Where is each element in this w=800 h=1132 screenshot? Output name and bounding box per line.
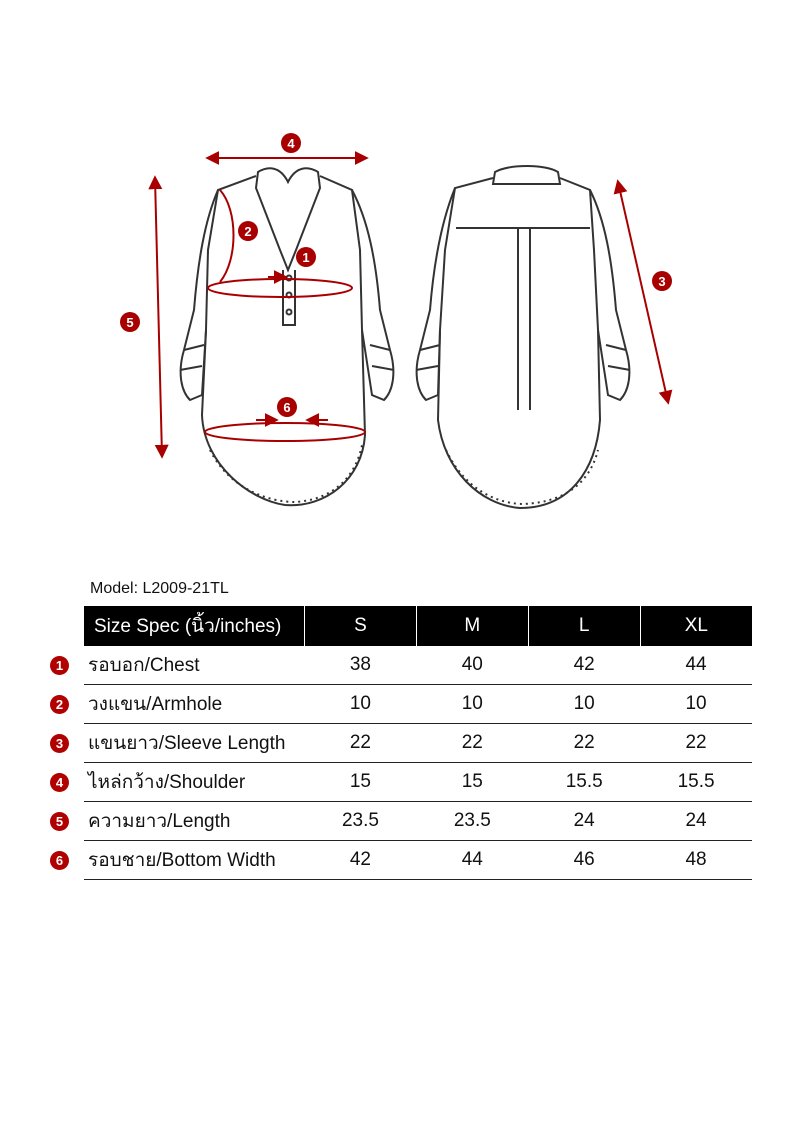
cell-value: 22 [305, 724, 417, 763]
shirt-sketch [100, 120, 700, 520]
row-number-badge: 1 [50, 656, 69, 675]
cell-value: 22 [416, 724, 528, 763]
cell-value: 44 [416, 841, 528, 880]
row-number-badge: 3 [50, 734, 69, 753]
header-size-m: M [416, 606, 528, 646]
cell-value: 15.5 [640, 763, 752, 802]
table-row [50, 724, 752, 763]
garment-diagram [100, 120, 700, 520]
row-label: แขนยาว/Sleeve Length [84, 724, 305, 763]
cell-value: 15.5 [528, 763, 640, 802]
cell-value: 22 [528, 724, 640, 763]
row-label: วงแขน/Armhole [84, 685, 305, 724]
row-label: ความยาว/Length [84, 802, 305, 841]
cell-value: 23.5 [416, 802, 528, 841]
front-shirt-outline [180, 168, 394, 505]
cell-value: 10 [416, 685, 528, 724]
cell-value: 10 [305, 685, 417, 724]
cell-value: 42 [305, 841, 417, 880]
model-label: Model: L2009-21TL [90, 580, 229, 597]
row-number-badge: 6 [50, 851, 69, 870]
table-row [50, 763, 752, 802]
cell-value: 10 [640, 685, 752, 724]
cell-value: 24 [640, 802, 752, 841]
marker-5: 5 [126, 315, 134, 330]
row-label: รอบชาย/Bottom Width [84, 841, 305, 880]
size-spec-table [50, 606, 752, 880]
marker-3: 3 [658, 274, 666, 289]
table-row [50, 646, 752, 685]
marker-6: 6 [283, 400, 291, 415]
row-label: รอบอก/Chest [84, 646, 305, 685]
cell-value: 44 [640, 646, 752, 685]
table-header-row [50, 606, 752, 646]
row-label: ไหล่กว้าง/Shoulder [84, 763, 305, 802]
header-size-s: S [305, 606, 417, 646]
row-number-badge: 2 [50, 695, 69, 714]
cell-value: 46 [528, 841, 640, 880]
marker-2: 2 [244, 224, 252, 239]
cell-value: 42 [528, 646, 640, 685]
cell-value: 15 [305, 763, 417, 802]
back-shirt-outline [416, 166, 630, 508]
table-row [50, 685, 752, 724]
row-number-badge: 5 [50, 812, 69, 831]
header-size-spec: Size Spec (นิ้ว/inches) [84, 606, 305, 646]
cell-value: 40 [416, 646, 528, 685]
cell-value: 38 [305, 646, 417, 685]
row-number-badge: 4 [50, 773, 69, 792]
table-row [50, 841, 752, 880]
header-size-l: L [528, 606, 640, 646]
header-spacer [50, 606, 84, 646]
cell-value: 15 [416, 763, 528, 802]
cell-value: 10 [528, 685, 640, 724]
cell-value: 48 [640, 841, 752, 880]
cell-value: 22 [640, 724, 752, 763]
header-size-xl: XL [640, 606, 752, 646]
cell-value: 23.5 [305, 802, 417, 841]
table-row [50, 802, 752, 841]
cell-value: 24 [528, 802, 640, 841]
marker-1: 1 [302, 250, 310, 265]
marker-4: 4 [287, 136, 295, 151]
